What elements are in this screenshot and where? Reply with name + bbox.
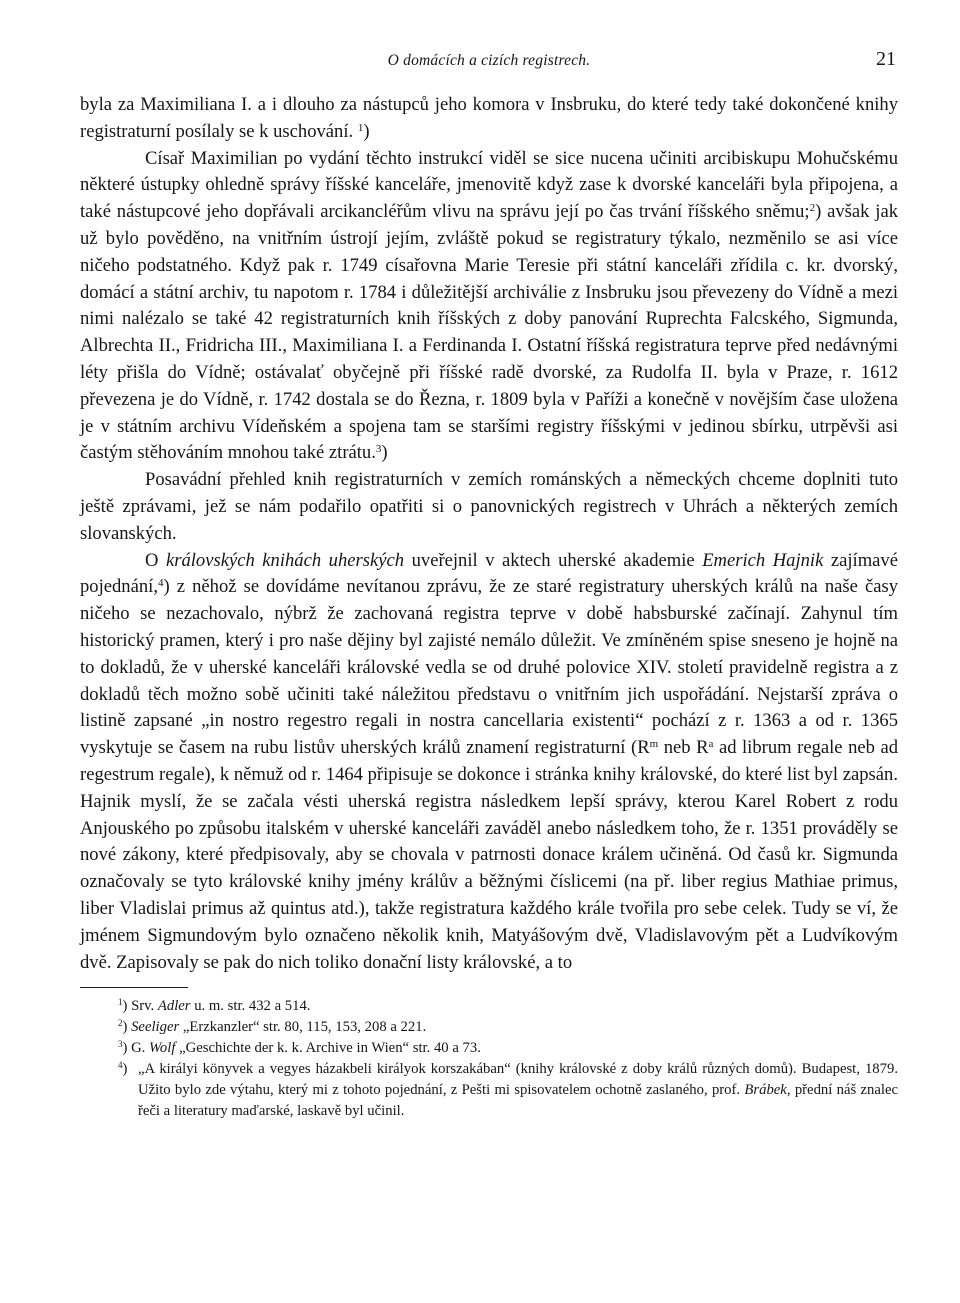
- paragraph-text: avšak jak už bylo pověděno, na vnitřním ústrojí jejím, zvláště pokud se registratury týkalo, nezměnilo se asi více ničeho podstatného. Když pak r. 1749 císařovna Marie Teresie při státní kanceláři zřídila c. kr. dvorský, domácí a státní archiv, tu napotom r. 1784 i důležitější archiválie z Insbruku jsou převezeny do Vídně a mezi nimi nalézalo se také 42 registraturních knih říšských z doby panování Ruprechta Falcského, Sigmunda, Albrechta II., Fridricha III., Maximiliana I. a Ferdinanda I. Ostatní říšská registratura teprve před nedávnými léty přišla do Vídně; ostávalať obyčejně při říšské radě dvorské, za Rudolfa II. byla v Praze, r. 1612 převezena je do Vídně, r. 1742 dostala se do Řezna, r. 1809 byla v Paříži a konečně v novějším čase uložena je v státním archivu Vídeňském a spojena tam se staršími registry říšskými v jedinou sbírku, utrpěvši asi častým stěhováním mnohou také ztrátu.: [80, 201, 898, 464]
- footnote-mark: 2: [118, 1018, 123, 1029]
- footnote-4: $^4$) „A királyi könyvek a vegyes házakbeli királyok korszakában“ (knihy královské z doby králů různých domů). Budapest, 1879. Užito bylo zde výtahu, který mi z tohoto pojednání, z Pešti mi spisovatelem ochotně zaslaného, prof. Brábek, přední náš znalec řeči a literatury maďarské, laskavě byl učinil.: [118, 1060, 899, 1120]
- footnote-text: přední náš znalec řeči a literatury maďarské, laskavě byl učinil.: [138, 1082, 899, 1120]
- footnote-divider: [80, 987, 188, 988]
- footnote-text: „Geschichte der k. k. Archive in Wien“ str. 40 a 73.: [179, 1040, 481, 1057]
- footnote-mark: 1: [118, 997, 123, 1008]
- page-number: 21: [876, 48, 896, 70]
- paragraph-text: ad librum regale neb ad regestrum regale), k němuž od r. 1464 připisuje se dokonce i stránka knihy královské, do které list byl zapsán. Hajnik myslí, že se začala vésti uherská registra následkem lepší správy, kterou Karel Robert z rodu Anjouského po způsobu italském v uherské kanceláři zaváděl anebo následkem toho, že r. 1351 prováděly se nové zákony, které předpisovaly, aby se chovala v patrnosti donace králem učiněná. Od časů kr. Sigmunda označovaly se tyto královské knihy jmény králův a běžnými číslicemi (na př. liber regius Mathiae primus, liber Vladislai primus až quintus atd.), takže registratura každého krále tvořila pro sebe celek. Tudy se ví, že jménem Sigmundovým bylo označeno několik knih, Matyášovým dvě, Vladislavovým pět a Ludvíkovým dvě. Zapisovaly se pak do nich toliko donační listy královské, a to: [80, 737, 899, 973]
- footnote-text: „A királyi könyvek a vegyes házakbeli királyok korszakában“ (knihy královské z doby králů různých domů). Budapest, 1879. Užito bylo zde výtahu, který mi z tohoto pojednání, z Pešti mi spisovatelem ochotně zaslaného, prof.: [138, 1061, 898, 1099]
- footnote-ref: 3: [375, 443, 382, 456]
- paragraph-2: Císař Maximilian po vydání těchto instrukcí viděl se sice nucena učiniti arcibiskupu Mohučskému některé ústupky ohledně správy říšské kanceláře, jmenovitě když zase k dvorské kanceláři byla připojena, a také nástupcové jeho dopřávali arcikancléřům vlivu na správu její po čas trvání říšského sněmu;$^2$) avšak jak už bylo pověděno, na vnitřním ústrojí jejím, zvláště pokud se registratury týkalo, nezměnilo se asi více ničeho podstatného. Když pak r. 1749 císařovna Marie Teresie při státní kanceláři zřídila c. kr. dvorský, domácí a státní archiv, tu napotom r. 1784 i důležitější archiválie z Insbruku jsou převezeny do Vídně a mezi nimi nalézalo se také 42 registraturních knih říšských z doby panování Ruprechta Falcského, Sigmunda, Albrechta II., Fridricha III., Maximiliana I. a Ferdinanda I. Ostatní říšská registratura teprve před nedávnými léty přišla do Vídně; ostávalať obyčejně při říšské radě dvorské, za Rudolfa II. byla v Praze, r. 1612 převezena je do Vídně, r. 1742 dostala se do Řezna, r. 1809 byla v Paříži a konečně v novějším čase uložena je v státním archivu Vídeňském a spojena tam se staršími registry říšskými v jedinou sbírku, utrpěvši asi častým stěhováním mnohou také ztrátu.$^3$): [80, 147, 898, 464]
- paragraph-4: O královských knihách uherských uveřejnil v aktech uherské akademie Emerich Hajnik zajímavé pojednání,$^4$) z něhož se dovídáme nevítanou zprávu, že ze staré registratury uherských králů na naše časy ničeho se nezachovalo, nýbrž že zachovaná registra teprve v době habsburské začínají. Zahynul tím historický pramen, který i pro naše dějiny byl zajisté nemálo důležit. Ve zmíněném spise sneseno je hojně na to dokladů, že v uherské kanceláři královské vedla se od druhé polovice XIV. století pravidelně registra a z dokladů těch možno sobě učiniti také náležitou představu o vnitřním jich uspořádání. Nejstarší zpráva o listině zapsané „in nostro regestro regali in nostra cancellaria existenti“ pochází z r. 1363 a od r. 1365 vyskytuje se časem na rubu listův uherských králů znamení registraturní ($R^m$ neb $R^a$ ad librum regale neb ad regestrum regale), k němuž od r. 1464 připisuje se dokonce i stránka knihy královské, do které list byl zapsán. Hajnik myslí, že se začala vésti uherská registra následkem lepší správy, kterou Karel Robert z rodu Anjouského po způsobu italském v uherské kanceláři zaváděl anebo následkem toho, že r. 1351 prováděly se nové zákony, které předpisovaly, aby se chovala v patrnosti donace králem učiněná. Od časů kr. Sigmunda označovaly se tyto královské knihy jmény králův a běžnými číslicemi (na př. liber regius Mathiae primus, liber Vladislai primus až quintus atd.), takže registratura každého krále tvořila pro sebe celek. Tudy se ví, že jménem Sigmundovým bylo označeno několik knih, Matyášovým dvě, Vladislavovým pět a Ludvíkovým dvě. Zapisovaly se pak do nich toliko donační listy královské, a to: [80, 549, 899, 973]
- footnote-2: $^2$) Seeliger „Erzkanzler“ str. 80, 115, 153, 208 a 221.: [118, 1018, 427, 1036]
- footnote-ref: 4: [157, 577, 164, 590]
- document-page: [80, 48, 898, 1122]
- footnote-text: Srv.: [131, 998, 155, 1015]
- author-name: Emerich Hajnik: [702, 549, 824, 571]
- paragraph-text: O: [145, 549, 159, 571]
- paragraph-text: Císař Maximilian po vydání těchto instrukcí viděl se sice nucena učiniti arcibiskupu Mohučskému některé ústupky ohledně správy říšské kanceláře, jmenovitě když zase k dvorské kanceláři byla připojena, a také nástupcové jeho dopřávali arcikancléřům vlivu na správu její po čas trvání říšského sněmu;: [80, 147, 898, 223]
- paragraph-1: byla za Maximiliana I. a i dlouho za nástupců jeho komora v Insbruku, do které tedy také dokončené knihy registraturní posílaly se k uschování. $^1$): [80, 94, 898, 142]
- footnote-text: „Erzkanzler“ str. 80, 115, 153, 208 a 221.: [182, 1019, 427, 1036]
- footnotes: [80, 996, 898, 1122]
- footnote-text: u. m. str. 432 a 514.: [194, 998, 311, 1015]
- paragraph-text: uveřejnil v aktech uherské akademie: [411, 549, 695, 571]
- paragraph-text: neb R: [663, 737, 709, 759]
- registry-mark: m: [649, 738, 659, 751]
- footnote-1: $^1$) Srv. Adler u. m. str. 432 a 514.: [118, 997, 311, 1015]
- running-title: O domácích a cizích registrech.: [387, 52, 591, 69]
- running-header: [80, 48, 898, 82]
- body-text: [80, 92, 898, 976]
- paragraph-text: byla za Maximiliana I. a i dlouho za nástupců jeho komora v Insbruku, do které tedy také dokončené knihy registraturní posílaly se k uschování.: [80, 94, 898, 142]
- footnote-author: Brábek,: [744, 1082, 791, 1099]
- work-title: královských knihách uherských: [165, 549, 405, 571]
- footnote-author: Wolf: [149, 1040, 176, 1057]
- paragraph-text: z něhož se dovídáme nevítanou zprávu, že ze staré registratury uherských králů na naše časy ničeho se nezachovalo, nýbrž že zachovaná registra teprve v době habsburské začínají. Zahynul tím historický pramen, který i pro naše dějiny byl zajisté nemálo důležit. Ve zmíněném spise sneseno je hojně na to dokladů, že v uherské kanceláři královské vedla se od druhé polovice XIV. století pravidelně registra a z dokladů těch možno sobě učiniti také náležitou představu o vnitřním jich uspořádání. Nejstarší zpráva o listině zapsané „in nostro regestro regali in nostra cancellaria existenti“ pochází z r. 1363 a od r. 1365 vyskytuje se časem na rubu listův uherských králů znamení registraturní (R: [80, 576, 898, 759]
- registry-mark: a: [708, 738, 714, 751]
- footnote-ref: 2: [809, 202, 816, 215]
- footnote-3: $^3$) G. Wolf „Geschichte der k. k. Archive in Wien“ str. 40 a 73.: [118, 1039, 481, 1057]
- paragraph-3: Posavádní přehled knih registraturních v zemích románských a německých chceme doplniti tuto ještě zprávami, jež se nám podařilo opatřiti si o panovnických registrech v Uhrách a některých zemích slovanských.: [80, 469, 898, 544]
- footnote-author: Seeliger: [131, 1019, 180, 1036]
- footnote-text: G.: [131, 1040, 146, 1057]
- paragraph-text: zajímavé pojednání,: [80, 549, 898, 598]
- footnote-mark: 4: [118, 1060, 123, 1071]
- footnote-mark: 3: [118, 1039, 123, 1050]
- footnote-author: Adler: [157, 998, 191, 1015]
- footnote-ref: 1: [357, 121, 364, 134]
